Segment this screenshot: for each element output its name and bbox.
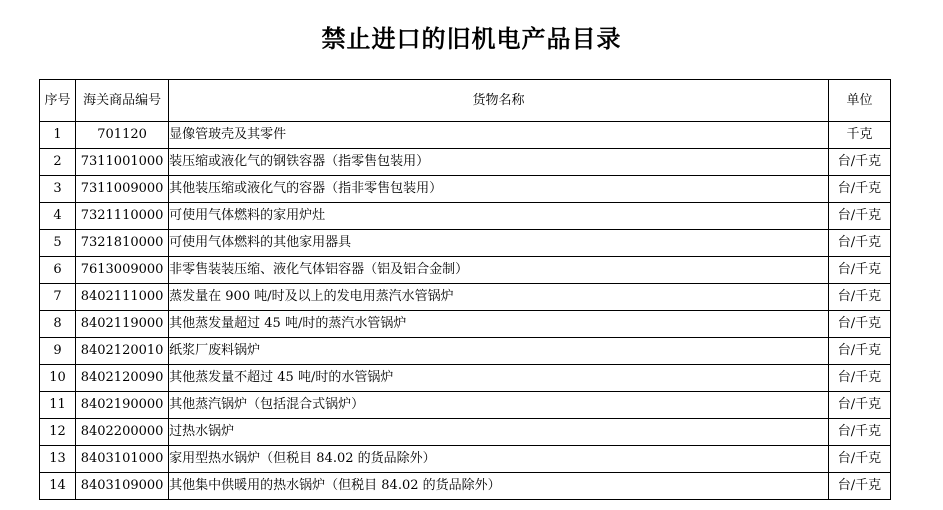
table-row bbox=[40, 257, 891, 284]
customs-code-cell: 8402111000 bbox=[76, 284, 169, 311]
customs-code-cell: 7321810000 bbox=[76, 230, 169, 257]
table-header bbox=[40, 80, 891, 122]
serial-number-cell: 4 bbox=[40, 203, 76, 230]
serial-number-cell: 14 bbox=[40, 473, 76, 500]
serial-number-cell: 8 bbox=[40, 311, 76, 338]
customs-code-cell: 7321110000 bbox=[76, 203, 169, 230]
header-serial-number: 序号 bbox=[40, 80, 76, 122]
goods-name-cell: 家用型热水锅炉（但税目 84.02 的货品除外） bbox=[169, 446, 829, 473]
serial-number-cell: 3 bbox=[40, 176, 76, 203]
unit-cell: 台/千克 bbox=[828, 230, 890, 257]
customs-code-cell: 8402120010 bbox=[76, 338, 169, 365]
goods-name-cell: 纸浆厂废料锅炉 bbox=[169, 338, 829, 365]
unit-cell: 台/千克 bbox=[828, 392, 890, 419]
table-row bbox=[40, 176, 891, 203]
serial-number-cell: 7 bbox=[40, 284, 76, 311]
table-row bbox=[40, 149, 891, 176]
serial-number-cell: 12 bbox=[40, 419, 76, 446]
unit-cell: 台/千克 bbox=[828, 446, 890, 473]
serial-number-cell: 9 bbox=[40, 338, 76, 365]
goods-name-cell: 可使用气体燃料的其他家用器具 bbox=[169, 230, 829, 257]
unit-cell: 台/千克 bbox=[828, 149, 890, 176]
unit-cell: 台/千克 bbox=[828, 311, 890, 338]
table-row bbox=[40, 338, 891, 365]
header-row bbox=[40, 80, 891, 122]
goods-name-cell: 其他装压缩或液化气的容器（指非零售包装用） bbox=[169, 176, 829, 203]
customs-code-cell: 8403101000 bbox=[76, 446, 169, 473]
unit-cell: 台/千克 bbox=[828, 473, 890, 500]
unit-cell: 千克 bbox=[828, 122, 890, 149]
unit-cell: 台/千克 bbox=[828, 257, 890, 284]
serial-number-cell: 2 bbox=[40, 149, 76, 176]
table-row bbox=[40, 365, 891, 392]
serial-number-cell: 13 bbox=[40, 446, 76, 473]
customs-code-cell: 8402119000 bbox=[76, 311, 169, 338]
customs-code-cell: 8402200000 bbox=[76, 419, 169, 446]
table-row bbox=[40, 122, 891, 149]
customs-code-cell: 8403109000 bbox=[76, 473, 169, 500]
table-row bbox=[40, 284, 891, 311]
customs-code-cell: 7613009000 bbox=[76, 257, 169, 284]
unit-cell: 台/千克 bbox=[828, 338, 890, 365]
table-body bbox=[40, 122, 891, 500]
goods-name-cell: 其他蒸发量超过 45 吨/时的蒸汽水管锅炉 bbox=[169, 311, 829, 338]
goods-name-cell: 可使用气体燃料的家用炉灶 bbox=[169, 203, 829, 230]
unit-cell: 台/千克 bbox=[828, 365, 890, 392]
goods-name-cell: 装压缩或液化气的钢铁容器（指零售包装用） bbox=[169, 149, 829, 176]
customs-code-cell: 8402120090 bbox=[76, 365, 169, 392]
unit-cell: 台/千克 bbox=[828, 176, 890, 203]
goods-name-cell: 非零售装装压缩、液化气体铝容器（铝及铝合金制） bbox=[169, 257, 829, 284]
serial-number-cell: 11 bbox=[40, 392, 76, 419]
goods-name-cell: 其他集中供暖用的热水锅炉（但税目 84.02 的货品除外） bbox=[169, 473, 829, 500]
serial-number-cell: 1 bbox=[40, 122, 76, 149]
table-row bbox=[40, 446, 891, 473]
goods-name-cell: 其他蒸发量不超过 45 吨/时的水管锅炉 bbox=[169, 365, 829, 392]
table-row bbox=[40, 230, 891, 257]
unit-cell: 台/千克 bbox=[828, 419, 890, 446]
unit-cell: 台/千克 bbox=[828, 284, 890, 311]
serial-number-cell: 10 bbox=[40, 365, 76, 392]
goods-name-cell: 蒸发量在 900 吨/时及以上的发电用蒸汽水管锅炉 bbox=[169, 284, 829, 311]
document-title: 禁止进口的旧机电产品目录 bbox=[321, 25, 622, 53]
customs-code-cell: 8402190000 bbox=[76, 392, 169, 419]
table-row bbox=[40, 473, 891, 500]
table-row bbox=[40, 392, 891, 419]
table-row bbox=[40, 203, 891, 230]
header-customs-code: 海关商品编号 bbox=[76, 80, 169, 122]
table-row bbox=[40, 311, 891, 338]
serial-number-cell: 6 bbox=[40, 257, 76, 284]
table-row bbox=[40, 419, 891, 446]
customs-code-cell: 7311009000 bbox=[76, 176, 169, 203]
unit-cell: 台/千克 bbox=[828, 203, 890, 230]
goods-name-cell: 过热水锅炉 bbox=[169, 419, 829, 446]
header-unit: 单位 bbox=[828, 80, 890, 122]
goods-name-cell: 其他蒸汽锅炉（包括混合式锅炉） bbox=[169, 392, 829, 419]
customs-code-cell: 7311001000 bbox=[76, 149, 169, 176]
serial-number-cell: 5 bbox=[40, 230, 76, 257]
catalog-table bbox=[39, 79, 891, 500]
goods-name-cell: 显像管玻壳及其零件 bbox=[169, 122, 829, 149]
customs-code-cell: 701120 bbox=[76, 122, 169, 149]
header-goods-name: 货物名称 bbox=[169, 80, 829, 122]
